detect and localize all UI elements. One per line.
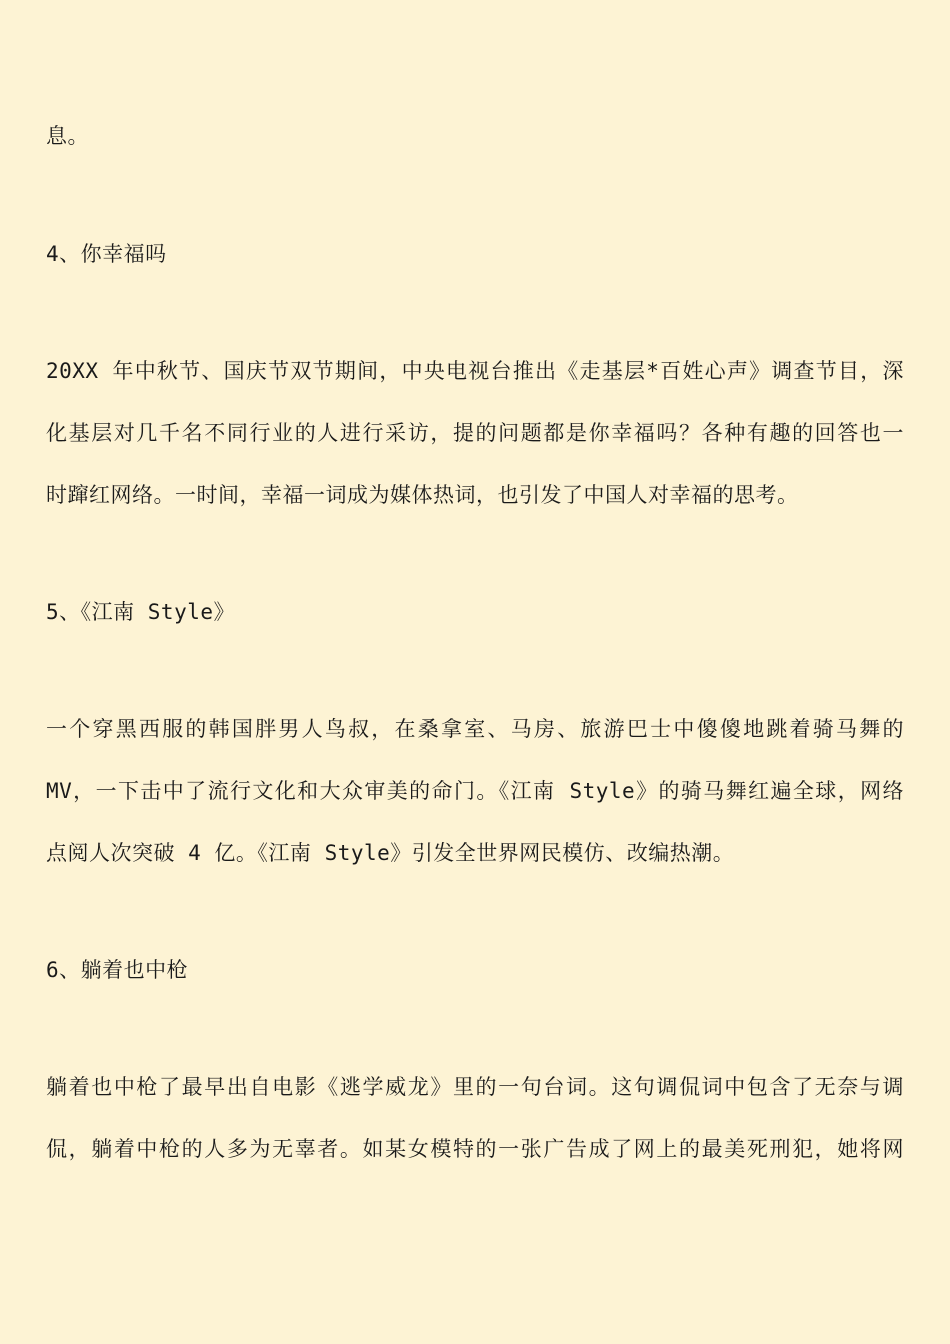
paragraph-line: 20XX 年中秋节、国庆节双节期间，中央电视台推出《走基层*百姓心声》调查节目，深 [46, 359, 904, 383]
section-heading-6: 6、躺着也中枪 [46, 958, 189, 982]
paragraph-line: 一个穿黑西服的韩国胖男人鸟叔，在桑拿室、马房、旅游巴士中傻傻地跳着骑马舞的 [46, 717, 904, 741]
paragraph-line: MV，一下击中了流行文化和大众审美的命门。《江南 Style》的骑马舞红遍全球，网络 [46, 779, 904, 803]
section-heading-4: 4、你幸福吗 [46, 242, 167, 266]
paragraph-line: 点阅人次突破 4 亿。《江南 Style》引发全世界网民模仿、改编热潮。 [46, 841, 735, 865]
paragraph-line: 躺着也中枪了最早出自电影《逃学威龙》里的一句台词。这句调侃词中包含了无奈与调 [46, 1075, 904, 1099]
paragraph-line: 化基层对几千名不同行业的人进行采访，提的问题都是你幸福吗？各种有趣的回答也一 [46, 421, 904, 445]
paragraph-line: 侃，躺着中枪的人多为无辜者。如某女模特的一张广告成了网上的最美死刑犯，她将网 [46, 1137, 904, 1161]
paragraph-line: 时蹿红网络。一时间，幸福一词成为媒体热词，也引发了中国人对幸福的思考。 [46, 483, 799, 507]
section-heading-5: 5、《江南 Style》 [46, 600, 236, 624]
paragraph-line: 息。 [46, 124, 89, 148]
